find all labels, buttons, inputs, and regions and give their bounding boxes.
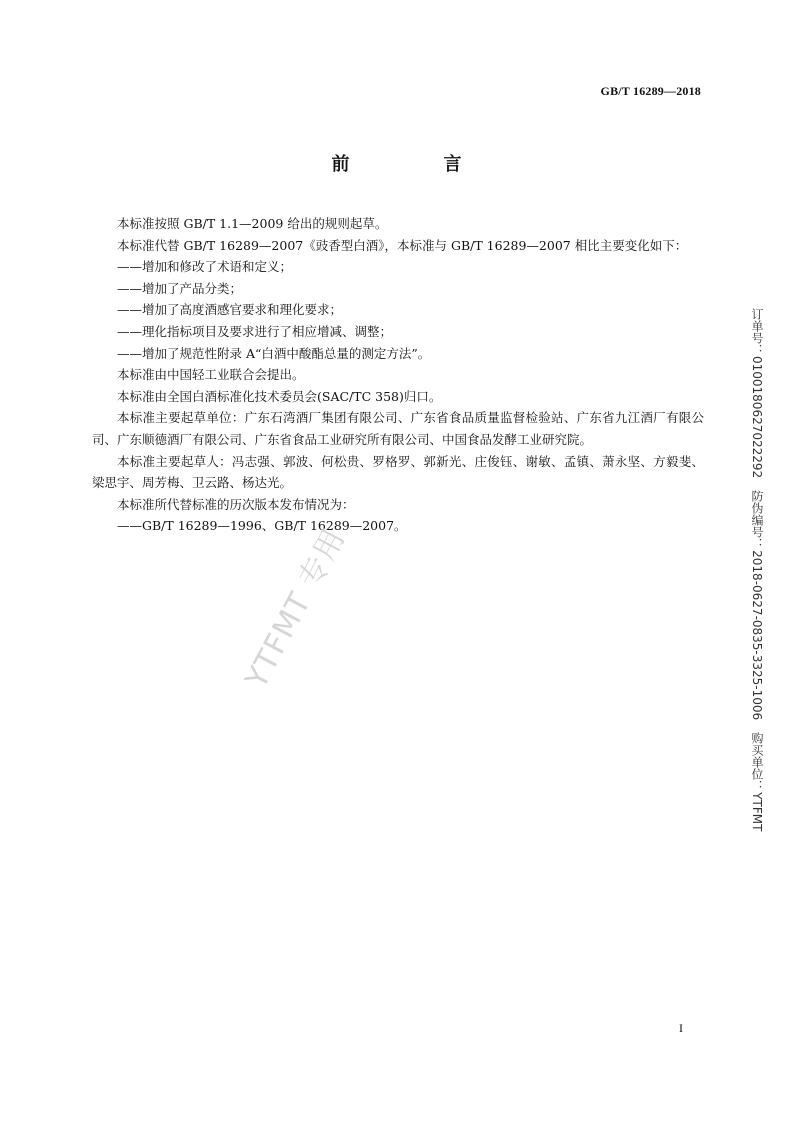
paragraph-drafting-rules: 本标准按照 GB/T 1.1—2009 给出的规则起草。 <box>117 216 388 231</box>
change-item: ——增加和修改了术语和定义； <box>117 259 293 275</box>
paragraph-drafters: 本标准主要起草人：冯志强、郭波、何松贵、罗格罗、郭新光、庄俊钰、谢敏、孟镇、萧永坚、方毅斐、梁思宇、周芳梅、卫云路、杨达光。 <box>92 453 704 491</box>
paragraph-replaces: 本标准代替 GB/T 16289—2007《豉香型白酒》，本标准与 GB/T 16289—2007 相比主要变化如下： <box>117 237 688 253</box>
page-number: I <box>679 1021 683 1035</box>
watermark: YTFMT 专用 <box>239 522 353 695</box>
previous-edition-item: ——GB/T 16289—1996、GB/T 16289—2007。 <box>117 518 407 534</box>
change-item: ——增加了高度酒感官要求和理化要求； <box>117 302 343 318</box>
paragraph-proposed-by: 本标准由中国轻工业联合会提出。 <box>117 367 305 383</box>
paragraph-administered-by: 本标准由全国白酒标准化技术委员会(SAC/TC 358)归口。 <box>117 388 442 404</box>
change-item: ——理化指标项目及要求进行了相应增减、调整； <box>117 323 393 339</box>
change-item: ——增加了规范性附录 A“白酒中酸酯总量的测定方法”。 <box>117 345 431 361</box>
page-title: 前 言 <box>331 154 500 175</box>
paragraph-previous-editions: 本标准所代替标准的历次版本发布情况为： <box>117 496 355 512</box>
order-info-side-text: 订单号：0100180627022292 防伪编号：2018-0627-0835-3325-1006 购买单位：YTFMT <box>750 308 764 832</box>
change-item: ——增加了产品分类； <box>117 280 243 296</box>
paragraph-drafting-units: 本标准主要起草单位：广东石湾酒厂集团有限公司、广东省食品质量监督检验站、广东省九江酒厂有限公司、广东顺德酒厂有限公司、广东省食品工业研究所有限公司、中国食品发酵工业研究院。 <box>92 410 704 447</box>
standard-number: GB/T 16289—2018 <box>600 84 701 98</box>
document-body <box>92 213 704 537</box>
